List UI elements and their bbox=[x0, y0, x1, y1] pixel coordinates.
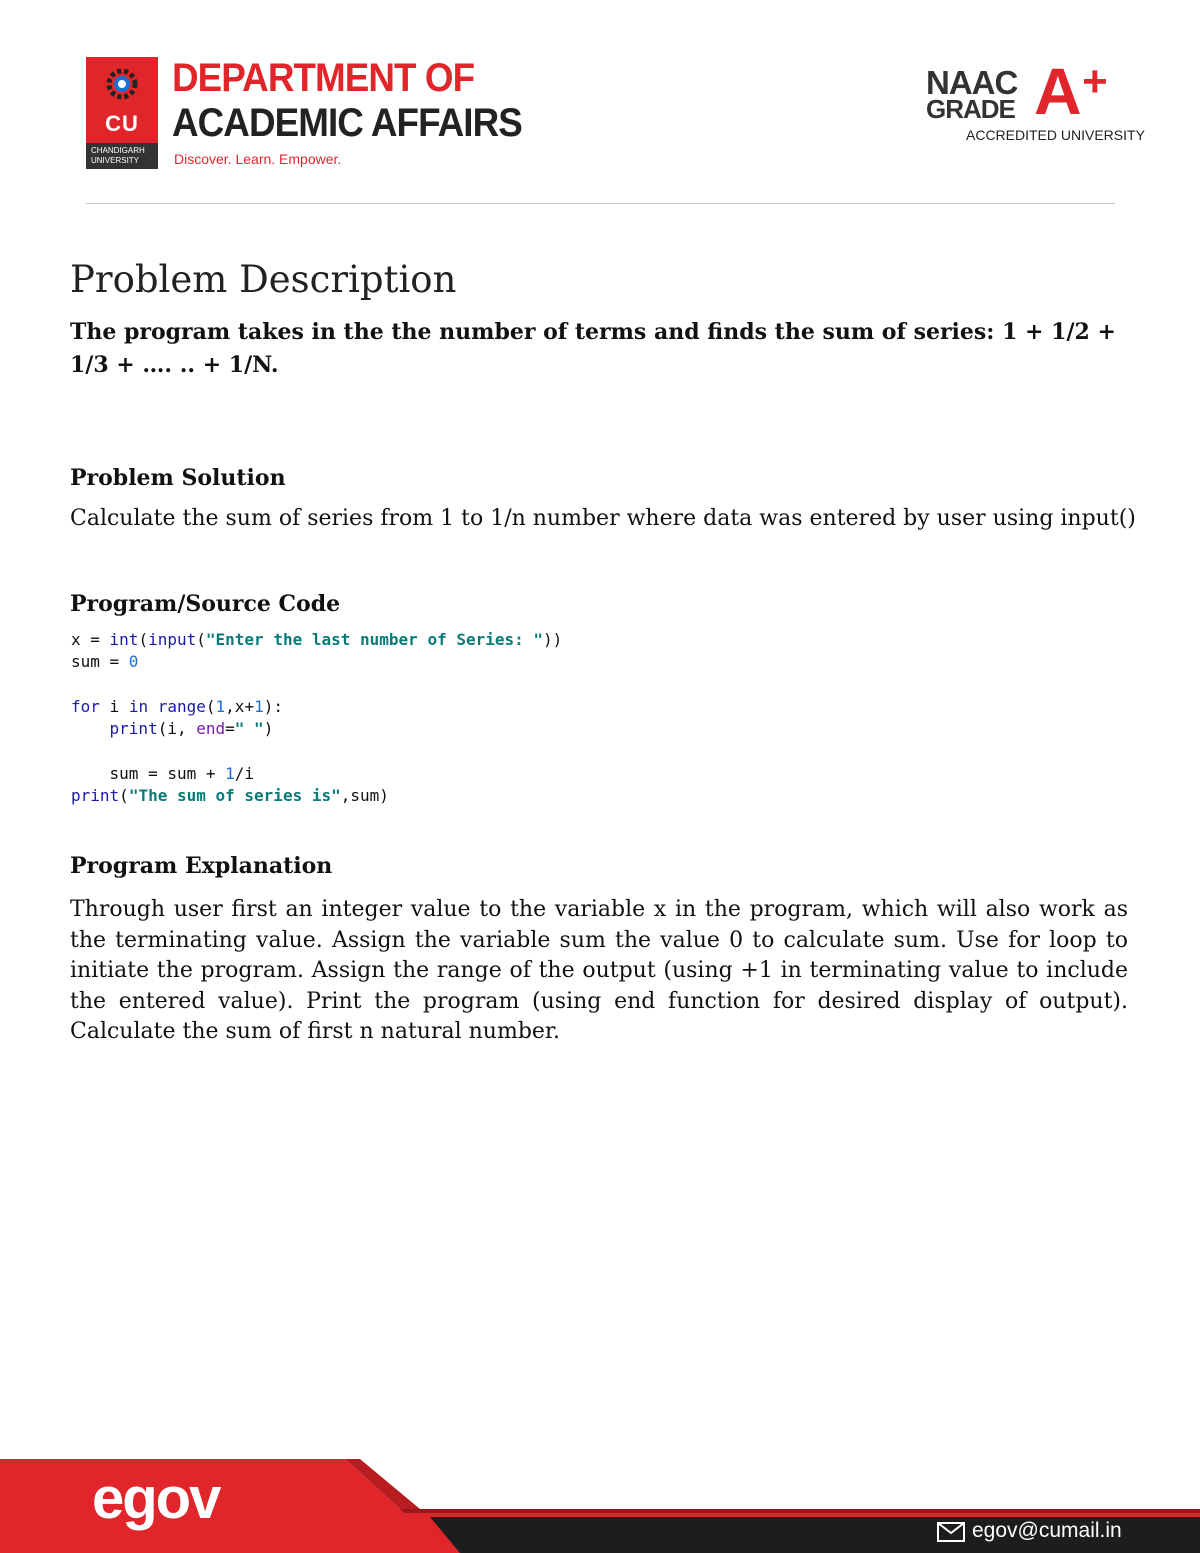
grade-label: GRADE bbox=[926, 94, 1015, 124]
mail-icon bbox=[937, 1522, 965, 1542]
solution-text: Calculate the sum of series from 1 to 1/n number where data was entered by user using input() bbox=[70, 506, 1136, 531]
naac-grade-letter: A bbox=[1034, 54, 1082, 128]
solution-heading: Problem Solution bbox=[70, 465, 286, 491]
department-title-line1: DEPARTMENT OF bbox=[172, 56, 475, 100]
naac-grade-plus: + bbox=[1082, 57, 1108, 106]
cu-emblem-icon bbox=[101, 62, 143, 106]
page-title: Problem Description bbox=[70, 258, 457, 301]
header-divider bbox=[86, 203, 1115, 204]
accredited-label: ACCREDITED UNIVERSITY bbox=[966, 127, 1145, 143]
cu-logo-text: CU bbox=[105, 111, 139, 136]
explanation-heading: Program Explanation bbox=[70, 853, 333, 879]
problem-statement: The program takes in the the number of terms and finds the sum of series: 1 + 1/2 + 1/3 + …. .. + 1/N. bbox=[70, 319, 1116, 378]
egov-logo: egov bbox=[92, 1466, 220, 1531]
cu-logo-caption: CHANDIGARH UNIVERSITY bbox=[86, 143, 158, 169]
department-title-line2: ACADEMIC AFFAIRS bbox=[172, 101, 522, 145]
tagline: Discover. Learn. Empower. bbox=[174, 151, 342, 167]
explanation-text: Through user first an integer value to the variable x in the program, which will also work as the terminating value. Assign the variable sum the value 0 to calculate sum. Use for loop to initiate the program. Assign the range of the output (using +1 in terminating value to include the entered value). Print the program (using end function for desired display of output). Calculate the sum of first n natural number. bbox=[70, 897, 1128, 1044]
naac-label: NAAC bbox=[926, 64, 1018, 101]
source-code-block: x = int(input("Enter the last number of Series: ")) sum = 0 for i in range(1,x+1): print(i, end=" ") sum = sum + 1/i print("The sum of series is",sum) bbox=[71, 630, 563, 806]
contact-email[interactable]: egov@cumail.in bbox=[972, 1519, 1122, 1542]
code-heading: Program/Source Code bbox=[70, 591, 341, 617]
